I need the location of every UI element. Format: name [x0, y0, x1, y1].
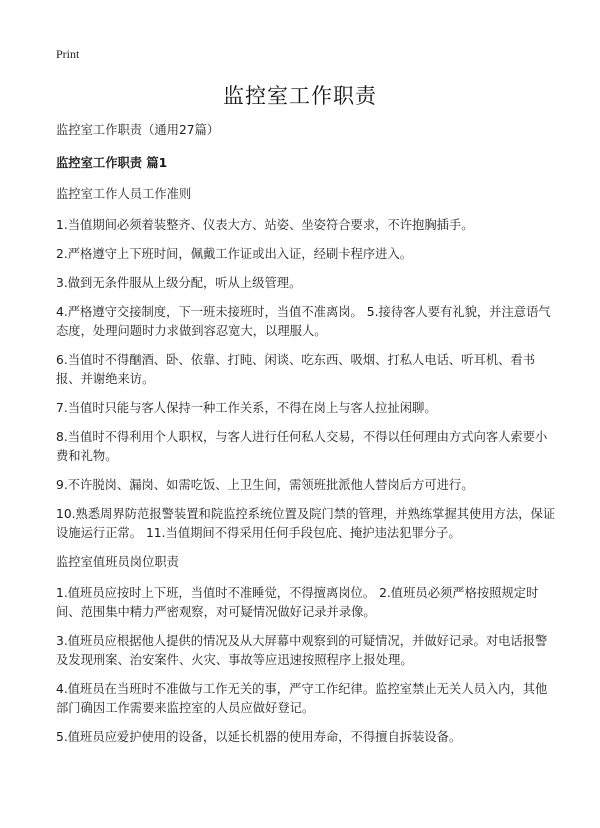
duty-item: 3.值班员应根据他人提供的情况及从大屏幕中观察到的可疑情况，并做好记录。对电话报警及发现刑案、治安案件、火灾、事故等应迅速按照程序上报处理。 — [56, 634, 548, 667]
page-title: 监控室工作职责 — [223, 84, 377, 108]
duty-item: 5.值班员应爱护使用的设备，以延长机器的使用寿命，不得擅自拆装设备。 — [56, 730, 462, 744]
rule-item: 8.当值时不得利用个人职权，与客人进行任何私人交易，不得以任何理由方式向客人索要小费和礼物。 — [56, 430, 548, 463]
rule-item: 6.当值时不得酗酒、卧、依靠、打盹、闲谈、吃东西、吸烟、打私人电话、听耳机、看书报、并谢绝来访。 — [56, 353, 536, 386]
rule-item: 2.严格遵守上下班时间，佩戴工作证或出入证，经刷卡程序进入。 — [56, 247, 413, 261]
section-heading-duties: 监控室值班员岗位职责 — [56, 555, 179, 569]
print-link[interactable]: Print — [56, 47, 80, 61]
duty-item: 1.值班员应按时上下班，当值时不准睡觉，不得擅离岗位。 2.值班员必须严格按照规定时间、范围集中精力严密观察，对可疑情况做好记录并录像。 — [56, 586, 539, 619]
document-subtitle: 监控室工作职责（通用27篇） — [56, 123, 220, 137]
duty-item: 4.值班员在当班时不准做与工作无关的事，严守工作纪律。监控室禁止无关人员入内，其他部门确因工作需要来监控室的人员应做好登记。 — [56, 682, 548, 715]
rule-item: 10.熟悉周界防范报警装置和院监控系统位置及院门禁的管理，并熟练掌握其使用方法，保证设施运行正常。 11.当值期间不得采用任何手段包庇、掩护违法犯罪分子。 — [56, 507, 556, 540]
rule-item: 1.当值期间必须着装整齐、仪表大方、站姿、坐姿符合要求，不许抱胸插手。 — [56, 218, 474, 232]
section-heading-rules: 监控室工作人员工作准则 — [56, 187, 192, 201]
article-heading: 监控室工作职责 篇1 — [56, 156, 168, 170]
document-body — [56, 121, 558, 757]
rule-item: 3.做到无条件服从上级分配，听从上级管理。 — [56, 276, 302, 290]
rule-item: 4.严格遵守交接制度，下一班未接班时，当值不准离岗。 5.接待客人要有礼貌，并注意语气态度，处理问题时力求做到容忍宽大，以理服人。 — [56, 305, 551, 338]
rule-item: 9.不许脱岗、漏岗、如需吃饭、上卫生间，需领班批派他人替岗后方可进行。 — [56, 478, 474, 492]
rule-item: 7.当值时只能与客人保持一种工作关系，不得在岗上与客人拉扯闲聊。 — [56, 401, 437, 415]
